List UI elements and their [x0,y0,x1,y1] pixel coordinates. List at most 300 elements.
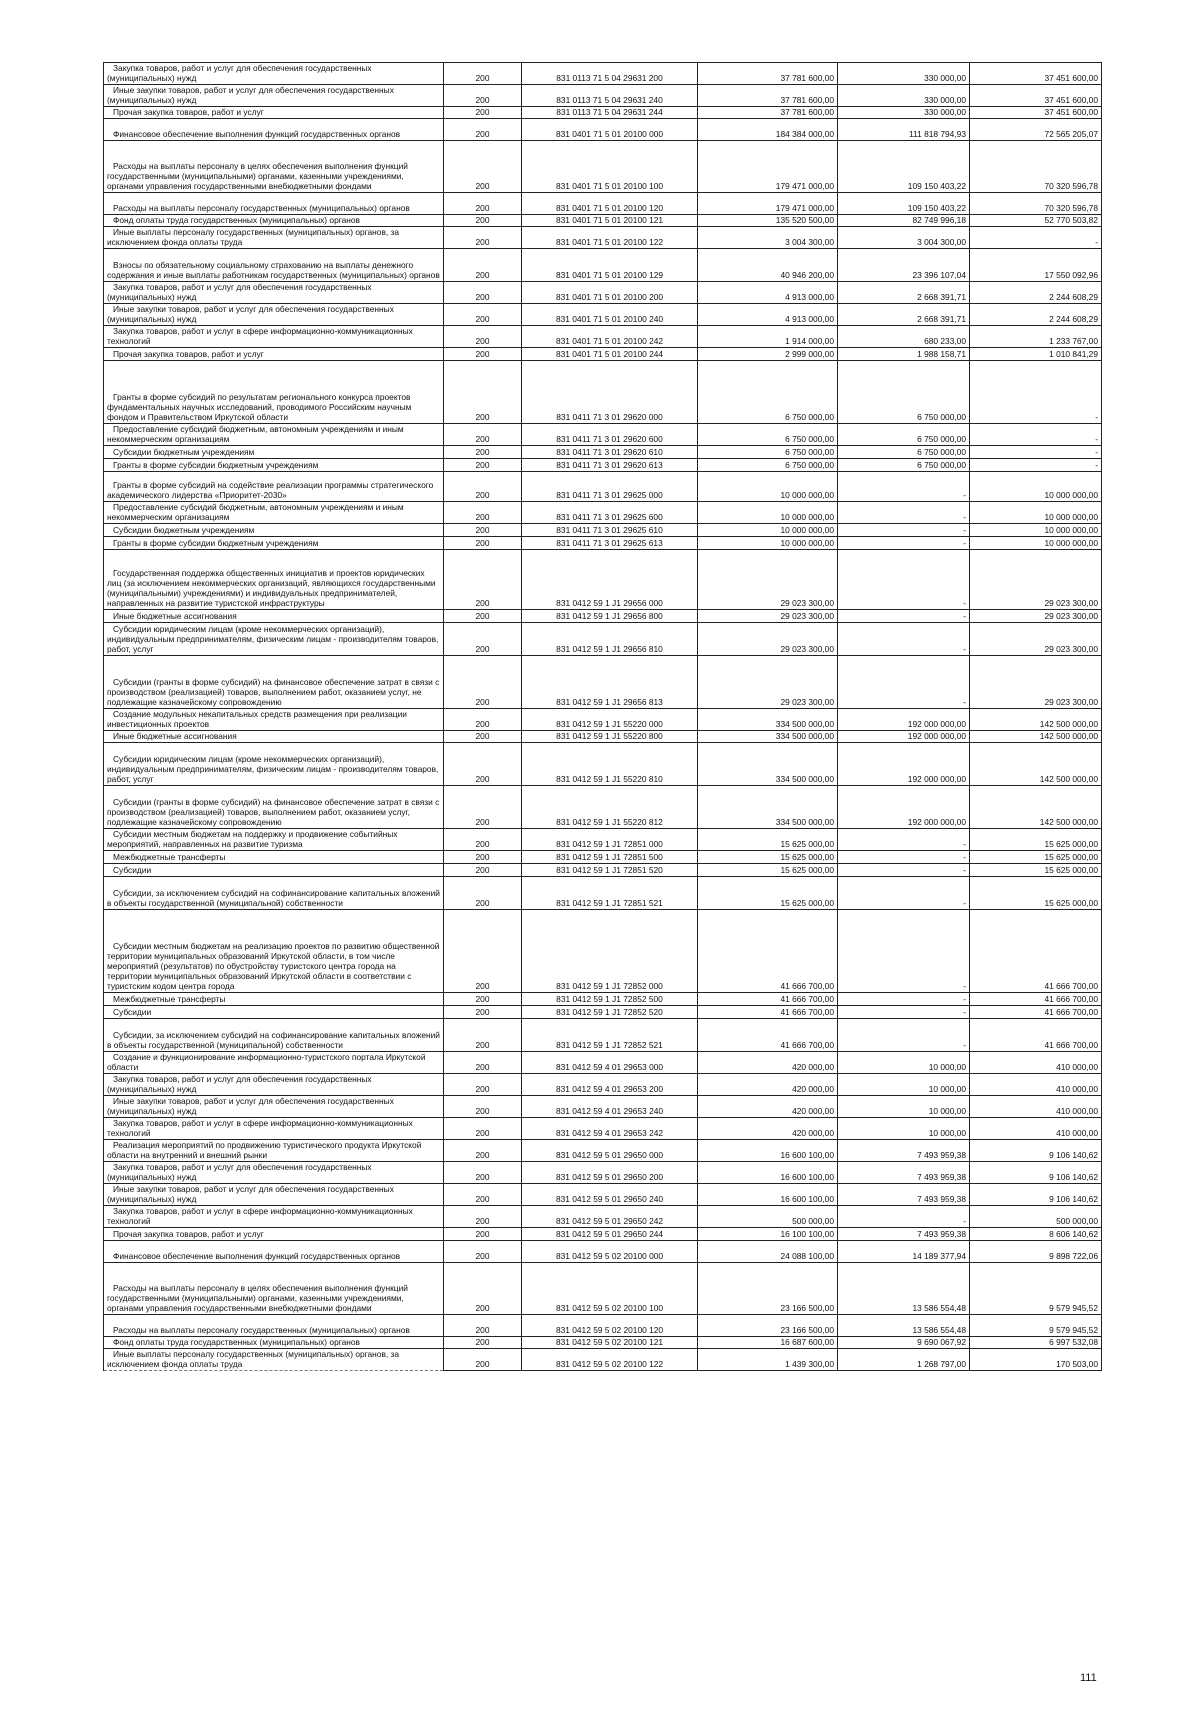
row-executed-amount: - [838,537,970,550]
row-approved-amount: 15 625 000,00 [698,829,838,851]
row-remaining-amount: 2 244 608,29 [970,282,1102,304]
row-code: 200 [444,537,522,550]
row-approved-amount: 24 088 100,00 [698,1241,838,1263]
row-name: Субсидии бюджетным учреждениям [104,524,444,537]
row-code: 200 [444,1096,522,1118]
row-remaining-amount: 29 023 300,00 [970,656,1102,709]
row-remaining-amount: 142 500 000,00 [970,709,1102,731]
row-code: 200 [444,215,522,227]
row-remaining-amount: 410 000,00 [970,1118,1102,1140]
budget-table [103,62,1102,1371]
row-approved-amount: 334 500 000,00 [698,786,838,829]
row-executed-amount: 9 690 067,92 [838,1337,970,1349]
table-row [104,877,1102,910]
row-remaining-amount: 70 320 596,78 [970,141,1102,193]
row-code: 200 [444,107,522,119]
row-remaining-amount: 29 023 300,00 [970,550,1102,610]
row-remaining-amount: 52 770 503,82 [970,215,1102,227]
row-approved-amount: 37 781 600,00 [698,107,838,119]
row-remaining-amount: 10 000 000,00 [970,537,1102,550]
page-number: 111 [1080,1672,1097,1684]
row-code: 200 [444,227,522,249]
table-row [104,1315,1102,1337]
row-remaining-amount: 142 500 000,00 [970,786,1102,829]
table-row [104,1074,1102,1096]
row-classification-code: 831 0411 71 3 01 29620 613 [522,459,698,472]
row-executed-amount: 330 000,00 [838,107,970,119]
row-name: Иные бюджетные ассигнования [104,731,444,743]
row-code: 200 [444,85,522,107]
row-classification-code: 831 0401 71 5 01 20100 120 [522,193,698,215]
row-approved-amount: 29 023 300,00 [698,610,838,623]
row-approved-amount: 29 023 300,00 [698,623,838,656]
row-executed-amount: - [838,1019,970,1052]
row-code: 200 [444,459,522,472]
row-classification-code: 831 0412 59 1 J1 29656 000 [522,550,698,610]
row-code: 200 [444,786,522,829]
row-code: 200 [444,1184,522,1206]
row-classification-code: 831 0401 71 5 01 20100 122 [522,227,698,249]
table-row [104,1162,1102,1184]
row-code: 200 [444,829,522,851]
row-approved-amount: 4 913 000,00 [698,282,838,304]
row-classification-code: 831 0412 59 1 J1 55220 810 [522,743,698,786]
table-row [104,829,1102,851]
row-name: Закупка товаров, работ и услуг для обеспечения государственных (муниципальных) нужд [104,1162,444,1184]
row-remaining-amount: 29 023 300,00 [970,610,1102,623]
row-code: 200 [444,63,522,85]
table-row [104,193,1102,215]
row-remaining-amount: 10 000 000,00 [970,502,1102,524]
row-classification-code: 831 0412 59 1 J1 72852 521 [522,1019,698,1052]
row-executed-amount: 6 750 000,00 [838,424,970,446]
row-executed-amount: 7 493 959,38 [838,1140,970,1162]
row-remaining-amount: 410 000,00 [970,1074,1102,1096]
row-classification-code: 831 0412 59 1 J1 72851 521 [522,877,698,910]
row-approved-amount: 420 000,00 [698,1052,838,1074]
row-approved-amount: 10 000 000,00 [698,502,838,524]
row-code: 200 [444,249,522,282]
row-executed-amount: 14 189 377,94 [838,1241,970,1263]
row-remaining-amount: 1 233 767,00 [970,326,1102,348]
table-row [104,326,1102,348]
row-executed-amount: 192 000 000,00 [838,709,970,731]
row-name: Государственная поддержка общественных инициатив и проектов юридических лиц (за исключением некоммерческих организаций, являющихся государственными (муниципальными) учреждениями) и индивидуальных предпринимателей, направленных на развитие туристской инфраструктуры [104,550,444,610]
row-executed-amount: 7 493 959,38 [838,1162,970,1184]
row-code: 200 [444,1337,522,1349]
row-classification-code: 831 0412 59 1 J1 29656 810 [522,623,698,656]
row-executed-amount: - [838,610,970,623]
row-approved-amount: 334 500 000,00 [698,731,838,743]
row-classification-code: 831 0412 59 1 J1 72851 520 [522,864,698,877]
row-remaining-amount: 15 625 000,00 [970,877,1102,910]
row-approved-amount: 16 687 600,00 [698,1337,838,1349]
row-classification-code: 831 0113 71 5 04 29631 200 [522,63,698,85]
row-executed-amount: - [838,993,970,1006]
row-classification-code: 831 0401 71 5 01 20100 244 [522,348,698,361]
row-remaining-amount: 9 579 945,52 [970,1263,1102,1315]
row-approved-amount: 23 166 500,00 [698,1263,838,1315]
row-name: Создание и функционирование информационно-туристского портала Иркутской области [104,1052,444,1074]
row-executed-amount: 192 000 000,00 [838,786,970,829]
row-classification-code: 831 0412 59 4 01 29653 242 [522,1118,698,1140]
table-row [104,864,1102,877]
row-classification-code: 831 0412 59 5 02 20100 100 [522,1263,698,1315]
row-remaining-amount: 41 666 700,00 [970,993,1102,1006]
row-remaining-amount: 41 666 700,00 [970,1006,1102,1019]
table-row [104,1140,1102,1162]
row-classification-code: 831 0411 71 3 01 29625 000 [522,472,698,502]
row-approved-amount: 6 750 000,00 [698,459,838,472]
table-row [104,446,1102,459]
row-approved-amount: 16 100 100,00 [698,1228,838,1241]
row-name: Расходы на выплаты персоналу государственных (муниципальных) органов [104,1315,444,1337]
row-classification-code: 831 0401 71 5 01 20100 100 [522,141,698,193]
row-approved-amount: 6 750 000,00 [698,361,838,424]
row-code: 200 [444,141,522,193]
row-name: Закупка товаров, работ и услуг в сфере информационно-коммуникационных технологий [104,326,444,348]
row-name: Закупка товаров, работ и услуг для обеспечения государственных (муниципальных) нужд [104,63,444,85]
table-row [104,361,1102,424]
row-classification-code: 831 0412 59 1 J1 29656 800 [522,610,698,623]
table-row [104,1349,1102,1371]
row-executed-amount: 109 150 403,22 [838,193,970,215]
row-executed-amount: - [838,524,970,537]
row-approved-amount: 500 000,00 [698,1206,838,1228]
row-executed-amount: 2 668 391,71 [838,304,970,326]
row-approved-amount: 37 781 600,00 [698,63,838,85]
row-approved-amount: 420 000,00 [698,1074,838,1096]
row-executed-amount: 192 000 000,00 [838,731,970,743]
row-executed-amount: - [838,472,970,502]
row-approved-amount: 334 500 000,00 [698,743,838,786]
row-code: 200 [444,1206,522,1228]
table-row [104,743,1102,786]
row-name: Создание модульных некапитальных средств размещения при реализации инвестиционных проектов [104,709,444,731]
row-approved-amount: 1 914 000,00 [698,326,838,348]
row-approved-amount: 40 946 200,00 [698,249,838,282]
row-executed-amount: - [838,656,970,709]
row-remaining-amount: 15 625 000,00 [970,829,1102,851]
table-row [104,550,1102,610]
row-classification-code: 831 0412 59 1 J1 72851 500 [522,851,698,864]
row-executed-amount: 7 493 959,38 [838,1184,970,1206]
row-executed-amount: 111 818 794,93 [838,119,970,141]
row-code: 200 [444,851,522,864]
row-name: Гранты в форме субсидии бюджетным учреждениям [104,459,444,472]
row-classification-code: 831 0412 59 5 02 20100 000 [522,1241,698,1263]
row-classification-code: 831 0401 71 5 01 20100 000 [522,119,698,141]
row-executed-amount: 6 750 000,00 [838,446,970,459]
row-classification-code: 831 0411 71 3 01 29620 000 [522,361,698,424]
row-remaining-amount: 70 320 596,78 [970,193,1102,215]
row-name: Закупка товаров, работ и услуг для обеспечения государственных (муниципальных) нужд [104,1074,444,1096]
row-executed-amount: 13 586 554,48 [838,1263,970,1315]
row-remaining-amount: 6 997 532,08 [970,1337,1102,1349]
table-row [104,107,1102,119]
row-approved-amount: 2 999 000,00 [698,348,838,361]
row-remaining-amount: 41 666 700,00 [970,1019,1102,1052]
row-classification-code: 831 0412 59 5 02 20100 122 [522,1349,698,1371]
row-code: 200 [444,1349,522,1371]
row-name: Расходы на выплаты персоналу государственных (муниципальных) органов [104,193,444,215]
row-remaining-amount: 37 451 600,00 [970,85,1102,107]
row-approved-amount: 10 000 000,00 [698,524,838,537]
row-code: 200 [444,743,522,786]
row-code: 200 [444,1052,522,1074]
row-approved-amount: 15 625 000,00 [698,851,838,864]
row-remaining-amount: 9 579 945,52 [970,1315,1102,1337]
table-row [104,215,1102,227]
row-approved-amount: 29 023 300,00 [698,656,838,709]
row-remaining-amount: 1 010 841,29 [970,348,1102,361]
row-executed-amount: 10 000,00 [838,1096,970,1118]
row-remaining-amount: 10 000 000,00 [970,524,1102,537]
row-approved-amount: 15 625 000,00 [698,877,838,910]
row-classification-code: 831 0411 71 3 01 29620 600 [522,424,698,446]
row-name: Субсидии (гранты в форме субсидий) на финансовое обеспечение затрат в связи с производством (реализацией) товаров, выполнением работ, оказанием услуг, подлежащие казначейскому сопровождению [104,786,444,829]
row-approved-amount: 10 000 000,00 [698,472,838,502]
table-row [104,502,1102,524]
row-name: Иные закупки товаров, работ и услуг для обеспечения государственных (муниципальных) нужд [104,1184,444,1206]
row-remaining-amount: 41 666 700,00 [970,910,1102,993]
row-classification-code: 831 0401 71 5 01 20100 240 [522,304,698,326]
table-row [104,472,1102,502]
row-remaining-amount: 72 565 205,07 [970,119,1102,141]
row-name: Фонд оплаты труда государственных (муниципальных) органов [104,215,444,227]
row-remaining-amount: 9 106 140,62 [970,1140,1102,1162]
row-code: 200 [444,1074,522,1096]
table-row [104,348,1102,361]
row-remaining-amount: 9 898 722,06 [970,1241,1102,1263]
row-executed-amount: 2 668 391,71 [838,282,970,304]
row-code: 200 [444,361,522,424]
budget-sheet [103,62,1101,1371]
row-code: 200 [444,877,522,910]
row-remaining-amount: - [970,361,1102,424]
row-code: 200 [444,864,522,877]
row-executed-amount: - [838,502,970,524]
table-row [104,656,1102,709]
row-name: Прочая закупка товаров, работ и услуг [104,107,444,119]
row-remaining-amount: 142 500 000,00 [970,743,1102,786]
row-remaining-amount: 500 000,00 [970,1206,1102,1228]
table-row [104,1019,1102,1052]
row-classification-code: 831 0412 59 5 01 29650 240 [522,1184,698,1206]
table-row [104,119,1102,141]
row-classification-code: 831 0412 59 5 01 29650 200 [522,1162,698,1184]
row-code: 200 [444,472,522,502]
table-row [104,141,1102,193]
row-approved-amount: 16 600 100,00 [698,1184,838,1206]
row-executed-amount: 109 150 403,22 [838,141,970,193]
row-code: 200 [444,304,522,326]
table-row [104,249,1102,282]
row-approved-amount: 6 750 000,00 [698,446,838,459]
row-classification-code: 831 0411 71 3 01 29625 613 [522,537,698,550]
row-classification-code: 831 0412 59 1 J1 72851 000 [522,829,698,851]
row-approved-amount: 41 666 700,00 [698,993,838,1006]
row-approved-amount: 3 004 300,00 [698,227,838,249]
row-executed-amount: 330 000,00 [838,63,970,85]
table-row [104,537,1102,550]
row-name: Иные выплаты персоналу государственных (муниципальных) органов, за исключением фонда оплаты труда [104,1349,444,1371]
row-approved-amount: 16 600 100,00 [698,1140,838,1162]
row-approved-amount: 16 600 100,00 [698,1162,838,1184]
row-code: 200 [444,1019,522,1052]
table-row [104,282,1102,304]
row-name: Субсидии [104,864,444,877]
row-executed-amount: 192 000 000,00 [838,743,970,786]
row-name: Прочая закупка товаров, работ и услуг [104,348,444,361]
row-classification-code: 831 0412 59 5 01 29650 244 [522,1228,698,1241]
row-name: Закупка товаров, работ и услуг в сфере информационно-коммуникационных технологий [104,1118,444,1140]
row-code: 200 [444,731,522,743]
row-approved-amount: 29 023 300,00 [698,550,838,610]
row-code: 200 [444,424,522,446]
row-classification-code: 831 0412 59 1 J1 72852 000 [522,910,698,993]
row-code: 200 [444,282,522,304]
row-classification-code: 831 0412 59 4 01 29653 000 [522,1052,698,1074]
row-executed-amount: - [838,877,970,910]
row-classification-code: 831 0412 59 4 01 29653 240 [522,1096,698,1118]
row-remaining-amount: 410 000,00 [970,1052,1102,1074]
row-executed-amount: 10 000,00 [838,1074,970,1096]
row-code: 200 [444,1006,522,1019]
row-name: Гранты в форме субсидий на содействие реализации программы стратегического академического лидерства «Приоритет-2030» [104,472,444,502]
row-executed-amount: 10 000,00 [838,1118,970,1140]
row-name: Субсидии, за исключением субсидий на софинансирование капитальных вложений в объекты государственной (муниципальной) собственности [104,877,444,910]
row-executed-amount: - [838,910,970,993]
row-remaining-amount: - [970,446,1102,459]
row-name: Субсидии (гранты в форме субсидий) на финансовое обеспечение затрат в связи с производством (реализацией) товаров, выполнением работ, оказанием услуг, не подлежащие казначейскому сопровождению [104,656,444,709]
row-executed-amount: - [838,851,970,864]
table-row [104,1096,1102,1118]
table-row [104,610,1102,623]
row-approved-amount: 37 781 600,00 [698,85,838,107]
row-remaining-amount: 9 106 140,62 [970,1184,1102,1206]
row-classification-code: 831 0411 71 3 01 29625 610 [522,524,698,537]
table-row [104,63,1102,85]
row-name: Субсидии бюджетным учреждениям [104,446,444,459]
row-approved-amount: 179 471 000,00 [698,141,838,193]
row-code: 200 [444,348,522,361]
row-classification-code: 831 0412 59 5 01 29650 000 [522,1140,698,1162]
row-executed-amount: - [838,829,970,851]
row-name: Реализация мероприятий по продвижению туристического продукта Иркутской области на внутренний и внешний рынки [104,1140,444,1162]
row-classification-code: 831 0412 59 5 01 29650 242 [522,1206,698,1228]
row-classification-code: 831 0113 71 5 04 29631 240 [522,85,698,107]
row-remaining-amount: 170 503,00 [970,1349,1102,1371]
row-code: 200 [444,1263,522,1315]
table-row [104,993,1102,1006]
table-row [104,851,1102,864]
row-remaining-amount: - [970,459,1102,472]
row-code: 200 [444,993,522,1006]
row-remaining-amount: 15 625 000,00 [970,851,1102,864]
row-remaining-amount: - [970,424,1102,446]
table-row [104,304,1102,326]
row-code: 200 [444,524,522,537]
row-executed-amount: 13 586 554,48 [838,1315,970,1337]
row-executed-amount: 3 004 300,00 [838,227,970,249]
row-classification-code: 831 0412 59 5 02 20100 121 [522,1337,698,1349]
row-name: Гранты в форме субсидий по результатам регионального конкурса проектов фундаментальных научных исследований, проводимого Российским научным фондом и Правительством Иркутской области [104,361,444,424]
row-remaining-amount: 2 244 608,29 [970,304,1102,326]
row-remaining-amount: 142 500 000,00 [970,731,1102,743]
row-code: 200 [444,1241,522,1263]
table-row [104,709,1102,731]
row-executed-amount: - [838,550,970,610]
row-classification-code: 831 0412 59 1 J1 72852 500 [522,993,698,1006]
row-name: Субсидии местным бюджетам на поддержку и продвижение событийных мероприятий, направленных на развитие туризма [104,829,444,851]
row-name: Взносы по обязательному социальному страхованию на выплаты денежного содержания и иные выплаты работникам государственных (муниципальных) органов [104,249,444,282]
row-executed-amount: 1 268 797,00 [838,1349,970,1371]
row-code: 200 [444,193,522,215]
table-row [104,786,1102,829]
row-classification-code: 831 0113 71 5 04 29631 244 [522,107,698,119]
row-executed-amount: 6 750 000,00 [838,459,970,472]
row-executed-amount: 680 233,00 [838,326,970,348]
row-approved-amount: 420 000,00 [698,1096,838,1118]
row-classification-code: 831 0401 71 5 01 20100 129 [522,249,698,282]
row-name: Субсидии юридическим лицам (кроме некоммерческих организаций), индивидуальным предпринимателям, физическим лицам - производителям товаров, работ, услуг [104,623,444,656]
row-executed-amount: - [838,864,970,877]
table-row [104,1337,1102,1349]
row-approved-amount: 10 000 000,00 [698,537,838,550]
row-classification-code: 831 0412 59 4 01 29653 200 [522,1074,698,1096]
row-name: Гранты в форме субсидии бюджетным учреждениям [104,537,444,550]
row-name: Субсидии юридическим лицам (кроме некоммерческих организаций), индивидуальным предпринимателям, физическим лицам - производителям товаров, работ, услуг [104,743,444,786]
row-classification-code: 831 0412 59 1 J1 72852 520 [522,1006,698,1019]
row-name: Межбюджетные трансферты [104,993,444,1006]
row-code: 200 [444,446,522,459]
row-name: Субсидии, за исключением субсидий на софинансирование капитальных вложений в объекты государственной (муниципальной) собственности [104,1019,444,1052]
row-executed-amount: 82 749 996,18 [838,215,970,227]
row-name: Расходы на выплаты персоналу в целях обеспечения выполнения функций государственными (муниципальными) органами, казенными учреждениями, органами управления государственными внебюджетными фондами [104,1263,444,1315]
row-code: 200 [444,550,522,610]
row-name: Иные бюджетные ассигнования [104,610,444,623]
row-code: 200 [444,502,522,524]
row-executed-amount: - [838,1206,970,1228]
row-remaining-amount: 10 000 000,00 [970,472,1102,502]
table-row [104,85,1102,107]
row-executed-amount: 10 000,00 [838,1052,970,1074]
table-row [104,1263,1102,1315]
budget-table-body [104,63,1102,1371]
row-name: Закупка товаров, работ и услуг для обеспечения государственных (муниципальных) нужд [104,282,444,304]
row-code: 200 [444,656,522,709]
row-code: 200 [444,1140,522,1162]
table-row [104,424,1102,446]
row-approved-amount: 15 625 000,00 [698,864,838,877]
row-classification-code: 831 0401 71 5 01 20100 200 [522,282,698,304]
table-row [104,910,1102,993]
table-row [104,1118,1102,1140]
row-name: Предоставление субсидий бюджетным, автономным учреждениям и иным некоммерческим организациям [104,424,444,446]
row-approved-amount: 1 439 300,00 [698,1349,838,1371]
row-code: 200 [444,610,522,623]
row-name: Прочая закупка товаров, работ и услуг [104,1228,444,1241]
row-approved-amount: 23 166 500,00 [698,1315,838,1337]
table-row [104,623,1102,656]
row-name: Предоставление субсидий бюджетным, автономным учреждениям и иным некоммерческим организациям [104,502,444,524]
row-executed-amount: - [838,623,970,656]
row-executed-amount: 7 493 959,38 [838,1228,970,1241]
row-approved-amount: 4 913 000,00 [698,304,838,326]
row-classification-code: 831 0412 59 1 J1 55220 800 [522,731,698,743]
row-classification-code: 831 0411 71 3 01 29620 610 [522,446,698,459]
